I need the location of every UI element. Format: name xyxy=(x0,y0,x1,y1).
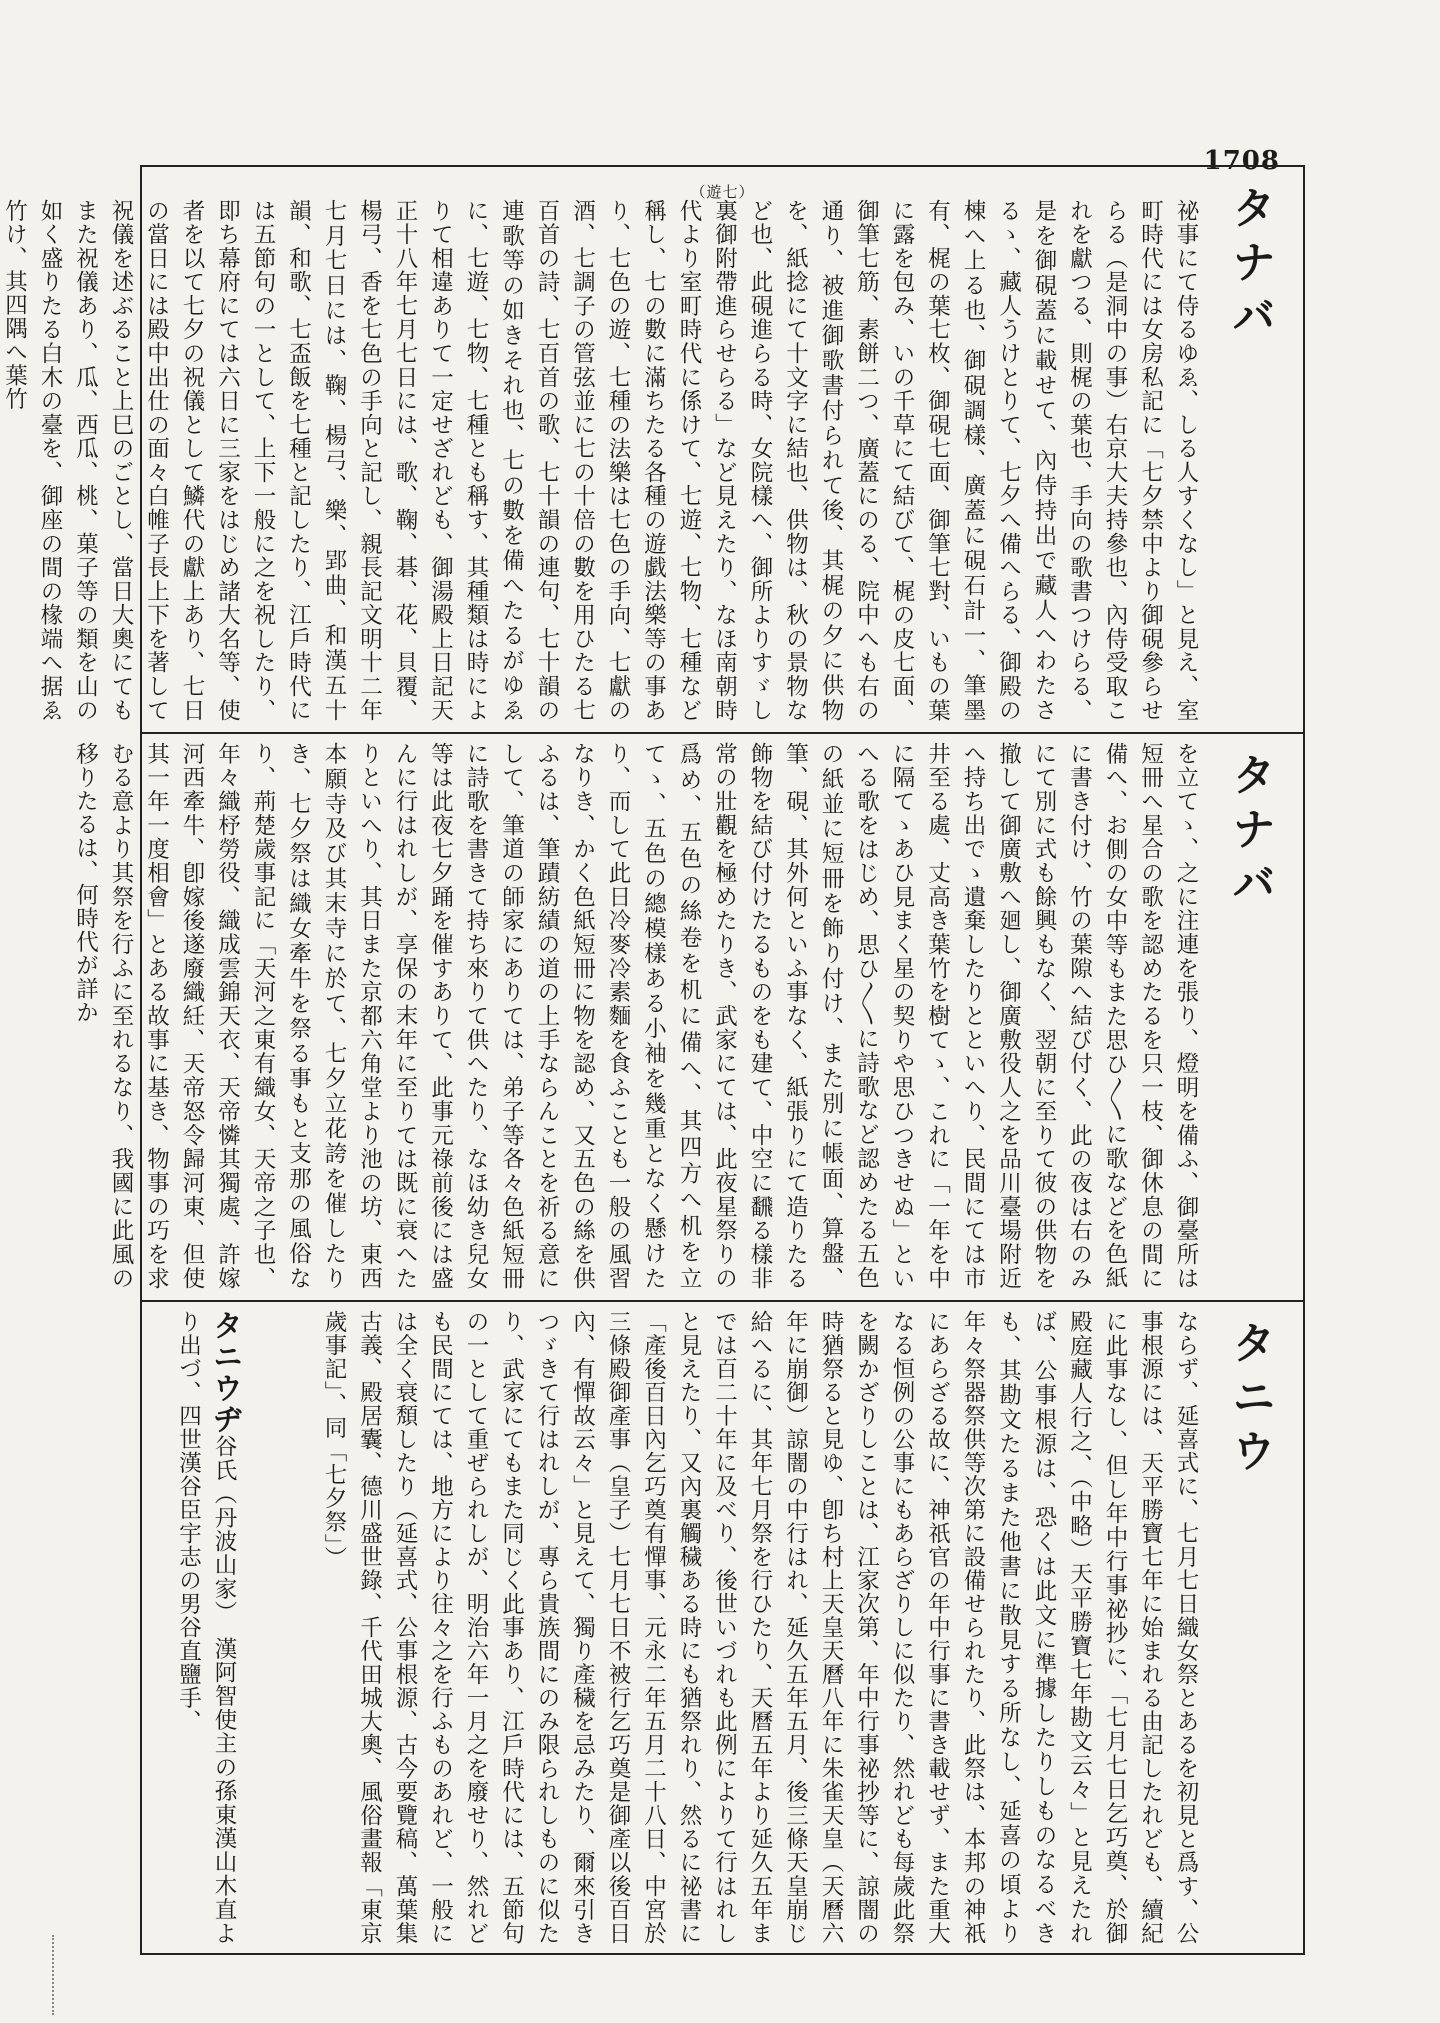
body-text: 祕事にて侍るゆゑ、しる人すくなし」と見え、室町時代には女房私記に「七夕禁中より御硯參らせらる（是洞中の事）右京大夫持參也、內侍受取これを獻つる、則梶の葉也、手向の歌書つけらる、是を御硯蓋に載せて、內侍持出で藏人へわたさるゝ、藏人うけとりて、七夕へ備へらる、御殿の棟へ上る也、御硯調樣、廣蓋に硯石計一、筆墨有、梶の葉七枚、御硯七面、御筆七對、いもの葉に露を包み、いの千草にて結びて、梶の皮七面、御筆七筋、素餅二つ、廣蓋にのる、院中へも右の通り、被進御歌書付られて後、其梶の夕に供物を、紙捻にて十文字に結也、供物は、秋の景物など也、此硯進らる時、女院樣へ、御所よりすゞし裏御附帶進らせらる」など見えたり、なほ南朝時代より室町時代に係けて、七遊、七物、七種など稱し、七の數に滿ちたる各種の遊戯法樂等の事あり、七色の遊、七種の法樂は七色の手向、七獻の酒、七調子の管弦並に七の十倍の數を用ひたる七百首の詩、七百首の歌、七十韻の連句、七十韻の連歌等の如きそれ也、七の數を備へたるがゆゑに、七遊、七物、七種とも稱す、其種類は時によりて相違ありて一定せざれども、御湯殿上日記天正十八年七月七日には、歌、鞠、碁、花、貝覆、楊弓、香を七色の手向と記し、親長記文明十二年七月七日には、鞠、楊弓、樂、郢曲、和漢五十韻、和歌、七盃飯を七種と記したり、江戶時代には五節句の一として、上下一般に之を祝したり、即ち幕府にては六日に三家をはじめ諸大名等、使者を以て七夕の祝儀として鱗代の獻上あり、七日の當日には殿中出仕の面々白帷子長上下を著して祝儀を述ぶること上巳のごとし、當日大奧にてもまた祝儀あり、瓜、西瓜、桃、菓子等の類を山の如く盛りたる白木の臺を、御座の間の椽端へ据ゑ竹け、其四隅へ葉竹 xyxy=(1,199,1199,722)
headword: タナバ xyxy=(1224,185,1275,347)
body-text: を立てゝ、之に注連を張り、燈明を備ふ、御臺所は短冊へ星合の歌を認めたるを只一枝、御休息の間に備へ、お側の女中等もまた思ひ〳〵に歌などを色紙に書き付け、竹の葉隙へ結び付く、此の夜は右のみにて別に式も餘興もなく、翌朝に至りて彼の供物を撤して御廣敷へ廻し、御廣敷役人之を品川臺場附近へ持ち出でゝ遺棄したりとといへり、民間にては市井至る處、丈高き葉竹を樹てゝ、これに「一年を中に隔てゝあひ見まく星の契りや思ひつきせぬ」といへる歌をはじめ、思ひ〳〵に詩歌など認めたる五色の紙並に短冊を飾り付け、また別に帳面、算盤、筆、硯、其外何といふ事なく、紙張りにて造りたる飾物を結び付けたるものをも建て、中空に飜る樣非常の壯觀を極めたりき、武家にては、此夜星祭りの爲め、五色の絲卷を机に備へ、其四方へ机を立てゝ、五色の總模樣ある小袖を幾重となく懸けたり、而して此日冷麥冷素麵を食ふことも一般の風習なりき、かく色紙短冊に物を認め、又五色の絲を供ふるは、筆蹟紡績の道の上手ならんことを祈る意にして、筆道の師家にありては、弟子等各々色紙短冊に詩歌を書きて持ち來りて供へたり、なほ幼き兒女等は此夜七夕踊を催すありて、此事元祿前後には盛んに行はれしが、享保の末年に至りては既に衰へたりといへり、其日また京都六角堂より池の坊、東西本願寺及び其末寺に於て、七夕立花誇を催したりき、七夕祭は織女牽牛を祭る事もと支那の風俗なり、荊楚歲事記に「天河之東有織女、天帝之子也、年々織杼勞役、織成雲錦天衣、天帝憐其獨處、許嫁河西牽牛、卽嫁後遂廢織紝、天帝怒令歸河東、但使其一年一度相會」とある故事に基き、物事の巧を求むる意より其祭を行ふに至れるなり、我國に此風の移りたるは、何時代が詳か xyxy=(72,742,1199,1291)
body-text: ならず、延喜式に、七月七日織女祭とあるを初見と爲す、公事根源には、天平勝寶七年に始まれる由記したれども、續紀に此事なし、但し年中行事祕抄に、「七月七日乞巧奠、於御殿庭藏人行之、（中略）天平勝寶七年勘文云々」と見えたれば、公事根源は、恐くは此文に準據したりしものなるべきも、其勘文たるまた他書に散見する所なし、延喜の頃より年々祭器祭供等次第に設備せられたり、此祭は、本邦の神祇にあらざる故に、神祇官の年中行事に書き載せず、また重大なる恒例の公事にもあらざりしに似たり、然れども每歲此祭を闕かざりしことは、江家次第、年中行事祕抄等に、諒闇の時猶祭ると見ゆ、卽ち村上天皇天曆八年に朱雀天皇（天曆六年に崩御）諒闇の中行はれ、延久五年五月、後三條天皇崩じ給へるに、其年七月祭を行ひたり、天曆五年より延久五年までは百二十年に及べり、後世いづれも此例によりて行はれしと見えたり、又內裏觸穢ある時にも猶祭れり、然るに祕書に「產後百日內乞巧奠有憚事、元永二年五月二十八日、中宮於三條殿御產事（皇子）七月七日不被行乞巧奠是御產以後百日內、有憚故云々」と見えて、獨り產穢を忌みたり、爾來引きつゞきて行はれしが、專ら貴族間にのみ限られしものに似たり、武家にてもまた同じく此事あり、江戶時代には、五節句の一として重ぜられしが、明治六年一月之を廢せり、然れども民間にては、地方により往々之を行ふものあれど、一般には全く衰頽したり（延喜式、公事根源、古今要覽稿、萬葉集古義、殿居囊、德川盛世錄、千代田城大奧、風俗畫報「東京歲事記」、同「七夕祭」） xyxy=(321,1310,1199,1945)
sub-entry xyxy=(152,1310,242,1945)
section-tanaba-1 xyxy=(1,167,1303,730)
headword: タニウ xyxy=(1224,1320,1275,1482)
headword: タナバ xyxy=(1224,752,1275,914)
section-taniu xyxy=(142,1302,1303,1953)
sub-headword: タニウヂ xyxy=(207,1310,242,1435)
section-tanaba-2 xyxy=(72,734,1303,1298)
sub-entry-text: 谷氏（丹波山家） 漢阿智使主の孫東漢山木直より出づ、四世漢谷臣宇志の男谷直鹽手、 xyxy=(175,1310,237,1946)
scan-edge-mark xyxy=(52,1935,60,2015)
page-number: 1708 xyxy=(1203,146,1280,176)
section-header-note: （遊七） xyxy=(690,183,755,201)
